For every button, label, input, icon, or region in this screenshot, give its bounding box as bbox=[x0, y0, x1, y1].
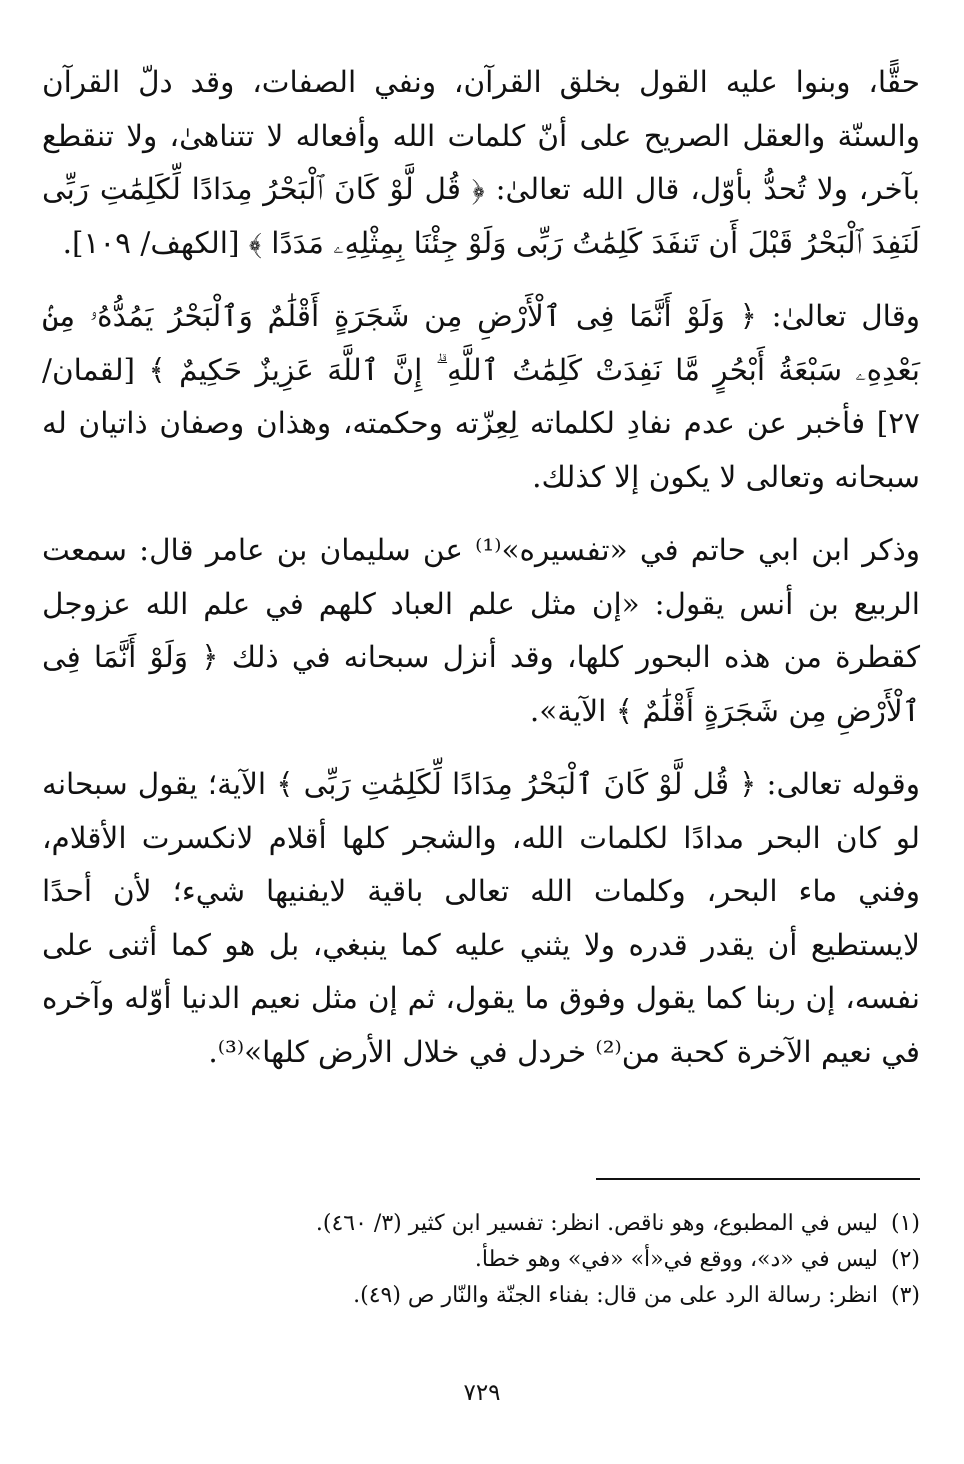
footnote-3 bbox=[60, 1278, 920, 1314]
paragraph-4: وقوله تعالى: ﴿ قُل لَّوْ كَانَ ٱلْبَحْرُ مِدَادًا لِّكَلِمَٰتِ رَبِّى ﴾ الآية؛ يقول سبحانه لو كان البحر مدادًا لكلمات الله، والشجر كلها أقلام لانكسرت الأقلام، وفني ماء البحر، وكلمات الله تعالى باقية لايفنيها شيء؛ لأن أحدًا لايستطيع أن يقدر قدره ولا يثني عليه كما ينبغي، بل هو كما أثنى على نفسه، إن ربنا كما يقول وفوق ما يقول، ثم إن مثل نعيم الدنيا أوّله وآخره في نعيم الآخرة كحبة من⁽²⁾ خردل في خلال الأرض كلها»⁽³⁾. bbox=[42, 767, 920, 1069]
footnote-2 bbox=[60, 1242, 920, 1278]
footnote-text: ليس في المطبوع، وهو ناقص. انظر: تفسير ابن كثير (٣/ ٤٦٠). bbox=[315, 1211, 878, 1236]
footnote-text: ليس في «د»، ووقع في«أ» «في» وهو خطأ. bbox=[474, 1247, 878, 1272]
footnote-1 bbox=[60, 1206, 920, 1242]
page-number: ٧٢٩ bbox=[463, 1380, 501, 1406]
footnote-text: انظر: رسالة الرد على من قال: بفناء الجنّة والنّار ص (٤٩). bbox=[353, 1283, 878, 1308]
footnote-number: (٣) bbox=[890, 1283, 920, 1308]
footnote-number: (١) bbox=[890, 1211, 920, 1236]
paragraph-1: حقًّا، وبنوا عليه القول بخلق القرآن، ونفي الصفات، وقد دلّ القرآن والسنّة والعقل الصريح على أنّ كلمات الله وأفعاله لا تتناهىٰ، ولا تنقطع بآخر، ولا تُحدُّ بأوّل، قال الله تعالىٰ: ﴿ قُل لَّوْ كَانَ ٱلْبَحْرُ مِدَادًا لِّكَلِمَٰتِ رَبِّى لَنَفِدَ ٱلْبَحْرُ قَبْلَ أَن تَنفَدَ كَلِمَٰتُ رَبِّى وَلَوْ جِئْنَا بِمِثْلِهِۦ مَدَدًا ﴾ [الكهف/ ١٠٩]. bbox=[42, 65, 920, 260]
footnotes bbox=[60, 1206, 920, 1314]
footnote-number: (٢) bbox=[890, 1247, 920, 1272]
paragraph-2: وقال تعالىٰ: ﴿ وَلَوْ أَنَّمَا فِى ٱلْأَرْضِ مِن شَجَرَةٍ أَقْلَٰمٌ وَٱلْبَحْرُ يَمُدُّهُۥ مِنۢ بَعْدِهِۦ سَبْعَةُ أَبْحُرٍ مَّا نَفِدَتْ كَلِمَٰتُ ٱللَّهِ ۗ إِنَّ ٱللَّهَ عَزِيزٌ حَكِيمٌ ﴾ [لقمان/ ٢٧] فأخبر عن عدم نفادِ لكلماته لِعِزّته وحكمته، وهذان وصفان ذاتيان له سبحانه وتعالى لا يكون إلا كذلك. bbox=[42, 299, 920, 494]
footnote-divider bbox=[596, 1178, 920, 1180]
paragraph-3: وذكر ابن ابي حاتم في «تفسيره»⁽¹⁾ عن سليمان بن عامر قال: سمعت الربيع بن أنس يقول: «إن مثل علم العباد كلهم في علم الله عزوجل كقطرة من هذه البحور كلها، وقد أنزل سبحانه في ذلك ﴿ وَلَوْ أَنَّمَا فِى ٱلْأَرْضِ مِن شَجَرَةٍ أَقْلَٰمٌ ﴾ الآية». bbox=[42, 533, 920, 728]
main-text bbox=[42, 56, 920, 1079]
